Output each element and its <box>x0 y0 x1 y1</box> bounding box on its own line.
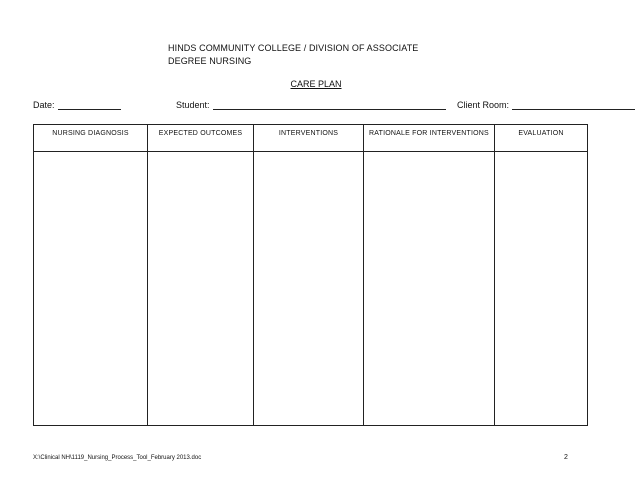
table-header-row <box>34 125 587 152</box>
date-label: Date: <box>33 100 55 110</box>
date-blank-line[interactable] <box>58 100 121 110</box>
student-field <box>176 100 446 110</box>
care-plan-title-block <box>0 79 638 89</box>
client-room-field <box>457 100 635 110</box>
nursing-diagnosis-cell[interactable] <box>34 152 148 425</box>
header-nursing-diagnosis: NURSING DIAGNOSIS <box>34 125 148 151</box>
header-interventions: INTERVENTIONS <box>254 125 364 151</box>
table-body-row <box>34 152 587 425</box>
care-plan-title: CARE PLAN <box>290 79 342 89</box>
page-number: 2 <box>564 454 568 461</box>
header-expected-outcomes: EXPECTED OUTCOMES <box>148 125 254 151</box>
student-label: Student: <box>176 100 210 110</box>
care-plan-table <box>33 124 588 426</box>
client-room-label: Client Room: <box>457 100 510 110</box>
institution-name-line1: HINDS COMMUNITY COLLEGE / DIVISION OF ASSOCIATE <box>168 43 419 53</box>
evaluation-cell[interactable] <box>495 152 587 425</box>
expected-outcomes-cell[interactable] <box>148 152 254 425</box>
header-rationale: RATIONALE FOR INTERVENTIONS <box>364 125 495 151</box>
institution-name-line2: DEGREE NURSING <box>168 56 252 66</box>
header-evaluation: EVALUATION <box>518 130 564 137</box>
footer-file-path: X:\Clinical NH\1119_Nursing_Process_Tool_February 2013.doc <box>33 455 202 461</box>
student-blank-line[interactable] <box>213 100 446 110</box>
client-room-blank-line[interactable] <box>512 100 635 110</box>
interventions-cell[interactable] <box>254 152 364 425</box>
rationale-cell[interactable] <box>364 152 495 425</box>
date-field <box>33 100 121 110</box>
